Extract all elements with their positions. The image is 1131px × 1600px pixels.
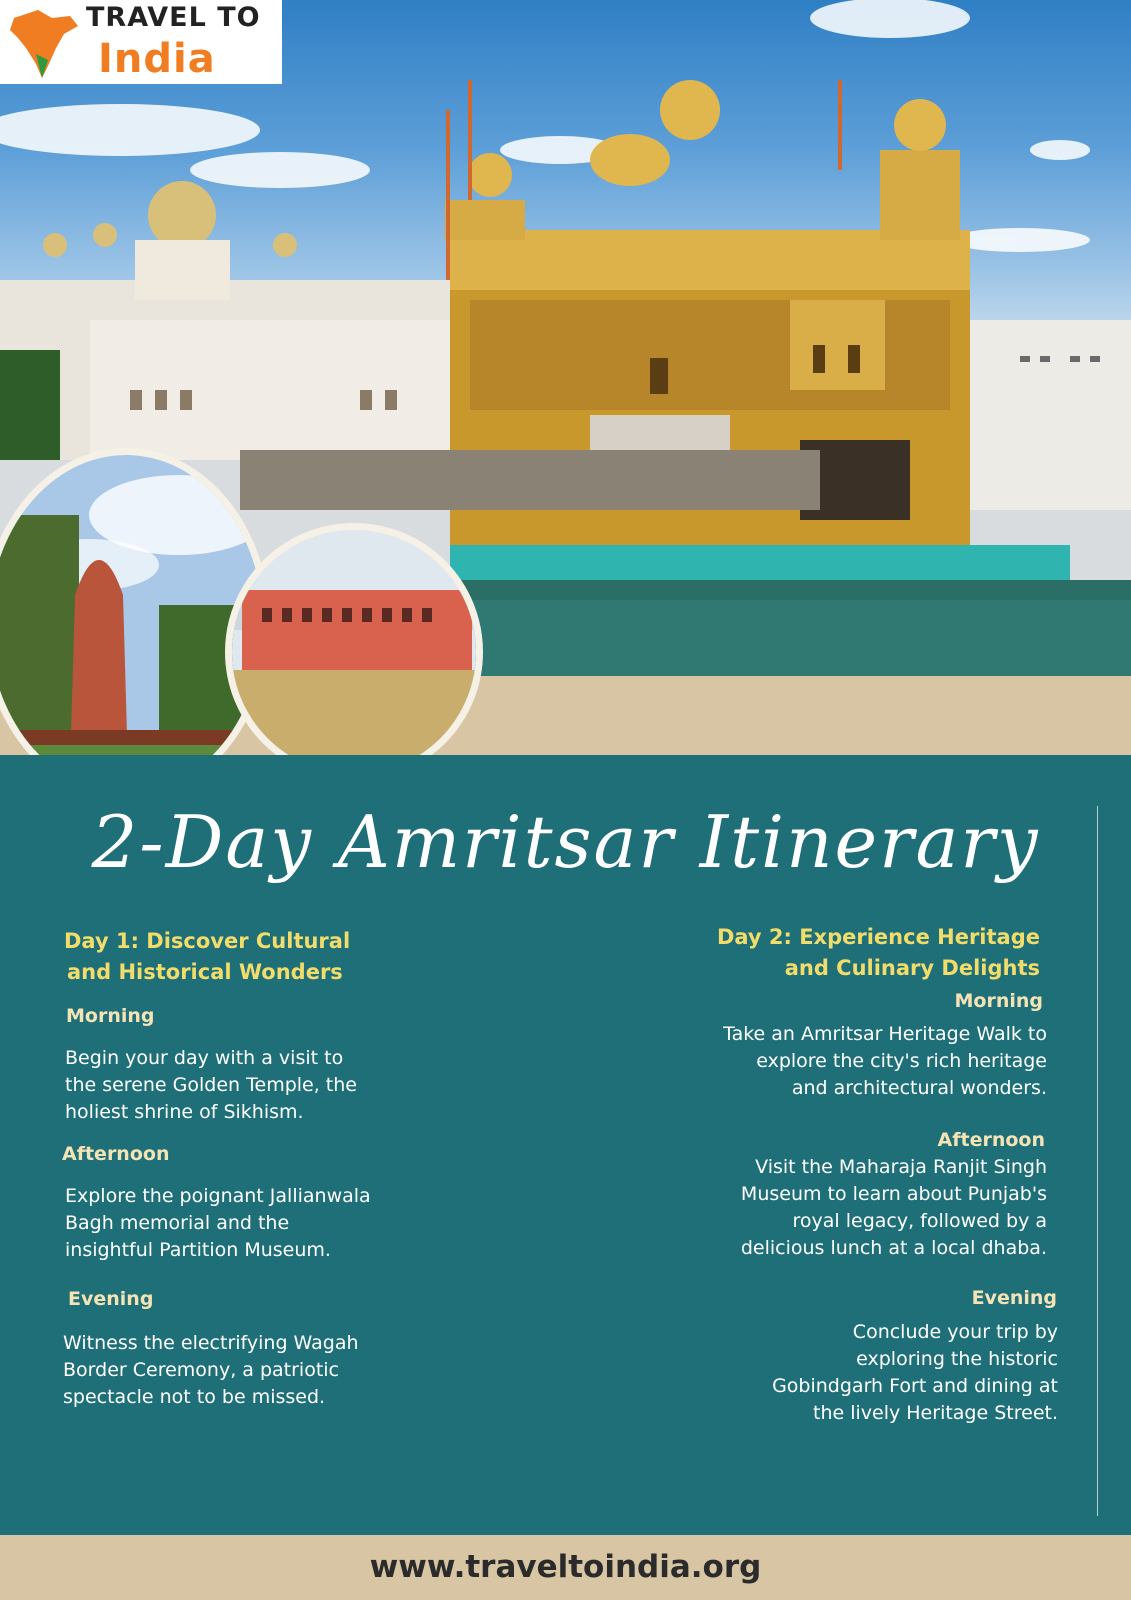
text-line: Begin your day with a visit to [65, 1047, 344, 1069]
day2-heading-line2: and Culinary Delights [784, 956, 1040, 980]
logo-line2: India [98, 36, 216, 82]
text-line: spectacle not to be missed. [63, 1386, 326, 1408]
day2-afternoon-text [640, 1154, 1047, 1262]
text-line: Gobindgarh Fort and dining at [772, 1375, 1058, 1397]
text-line: insightful Partition Museum. [65, 1239, 331, 1261]
india-map-icon [4, 4, 84, 82]
text-line: Explore the poignant Jallianwala [65, 1185, 371, 1207]
travel-to-india-logo[interactable] [0, 0, 282, 84]
day2-morning-text [640, 1021, 1047, 1102]
day1-afternoon-text [65, 1183, 445, 1264]
text-line: Bagh memorial and the [65, 1212, 290, 1234]
logo-line1: TRAVEL TO [86, 2, 261, 33]
day2-morning-label: Morning [954, 990, 1043, 1012]
day1-morning-label: Morning [66, 1005, 155, 1027]
text-line: the serene Golden Temple, the [65, 1074, 357, 1096]
text-line: holiest shrine of Sikhism. [65, 1101, 304, 1123]
text-line: Conclude your trip by [852, 1321, 1058, 1343]
divider-line [1097, 806, 1098, 1516]
text-line: Take an Amritsar Heritage Walk to [723, 1023, 1047, 1045]
partition-museum-photo [225, 523, 483, 781]
text-line: Border Ceremony, a patriotic [63, 1359, 340, 1381]
day1-evening-text [63, 1330, 423, 1411]
text-line: explore the city's rich heritage [756, 1050, 1047, 1072]
text-line: the lively Heritage Street. [813, 1402, 1058, 1424]
day2-afternoon-label: Afternoon [937, 1129, 1045, 1151]
day1-afternoon-label: Afternoon [62, 1143, 170, 1165]
text-line: delicious lunch at a local dhaba. [740, 1237, 1047, 1259]
day2-heading-line1: Day 2: Experience Heritage [716, 925, 1040, 949]
page-title: 2-Day Amritsar Itinerary [91, 800, 1040, 884]
day2-heading [690, 922, 1040, 984]
text-line: and architectural wonders. [791, 1077, 1047, 1099]
day2-evening-text [650, 1319, 1058, 1427]
day1-heading [64, 926, 404, 988]
footer [0, 1535, 1131, 1600]
day1-morning-text [65, 1045, 425, 1126]
day1-heading-line2: and Historical Wonders [67, 960, 343, 984]
day1-heading-line1: Day 1: Discover Cultural [64, 929, 351, 953]
text-line: exploring the historic [856, 1348, 1058, 1370]
text-line: Visit the Maharaja Ranjit Singh [755, 1156, 1047, 1178]
website-link[interactable]: www.traveltoindia.org [369, 1549, 762, 1585]
day1-evening-label: Evening [68, 1288, 154, 1310]
day2-evening-label: Evening [971, 1287, 1057, 1309]
text-line: Museum to learn about Punjab's [740, 1183, 1047, 1205]
text-line: Witness the electrifying Wagah [63, 1332, 359, 1354]
text-line: royal legacy, followed by a [792, 1210, 1047, 1232]
